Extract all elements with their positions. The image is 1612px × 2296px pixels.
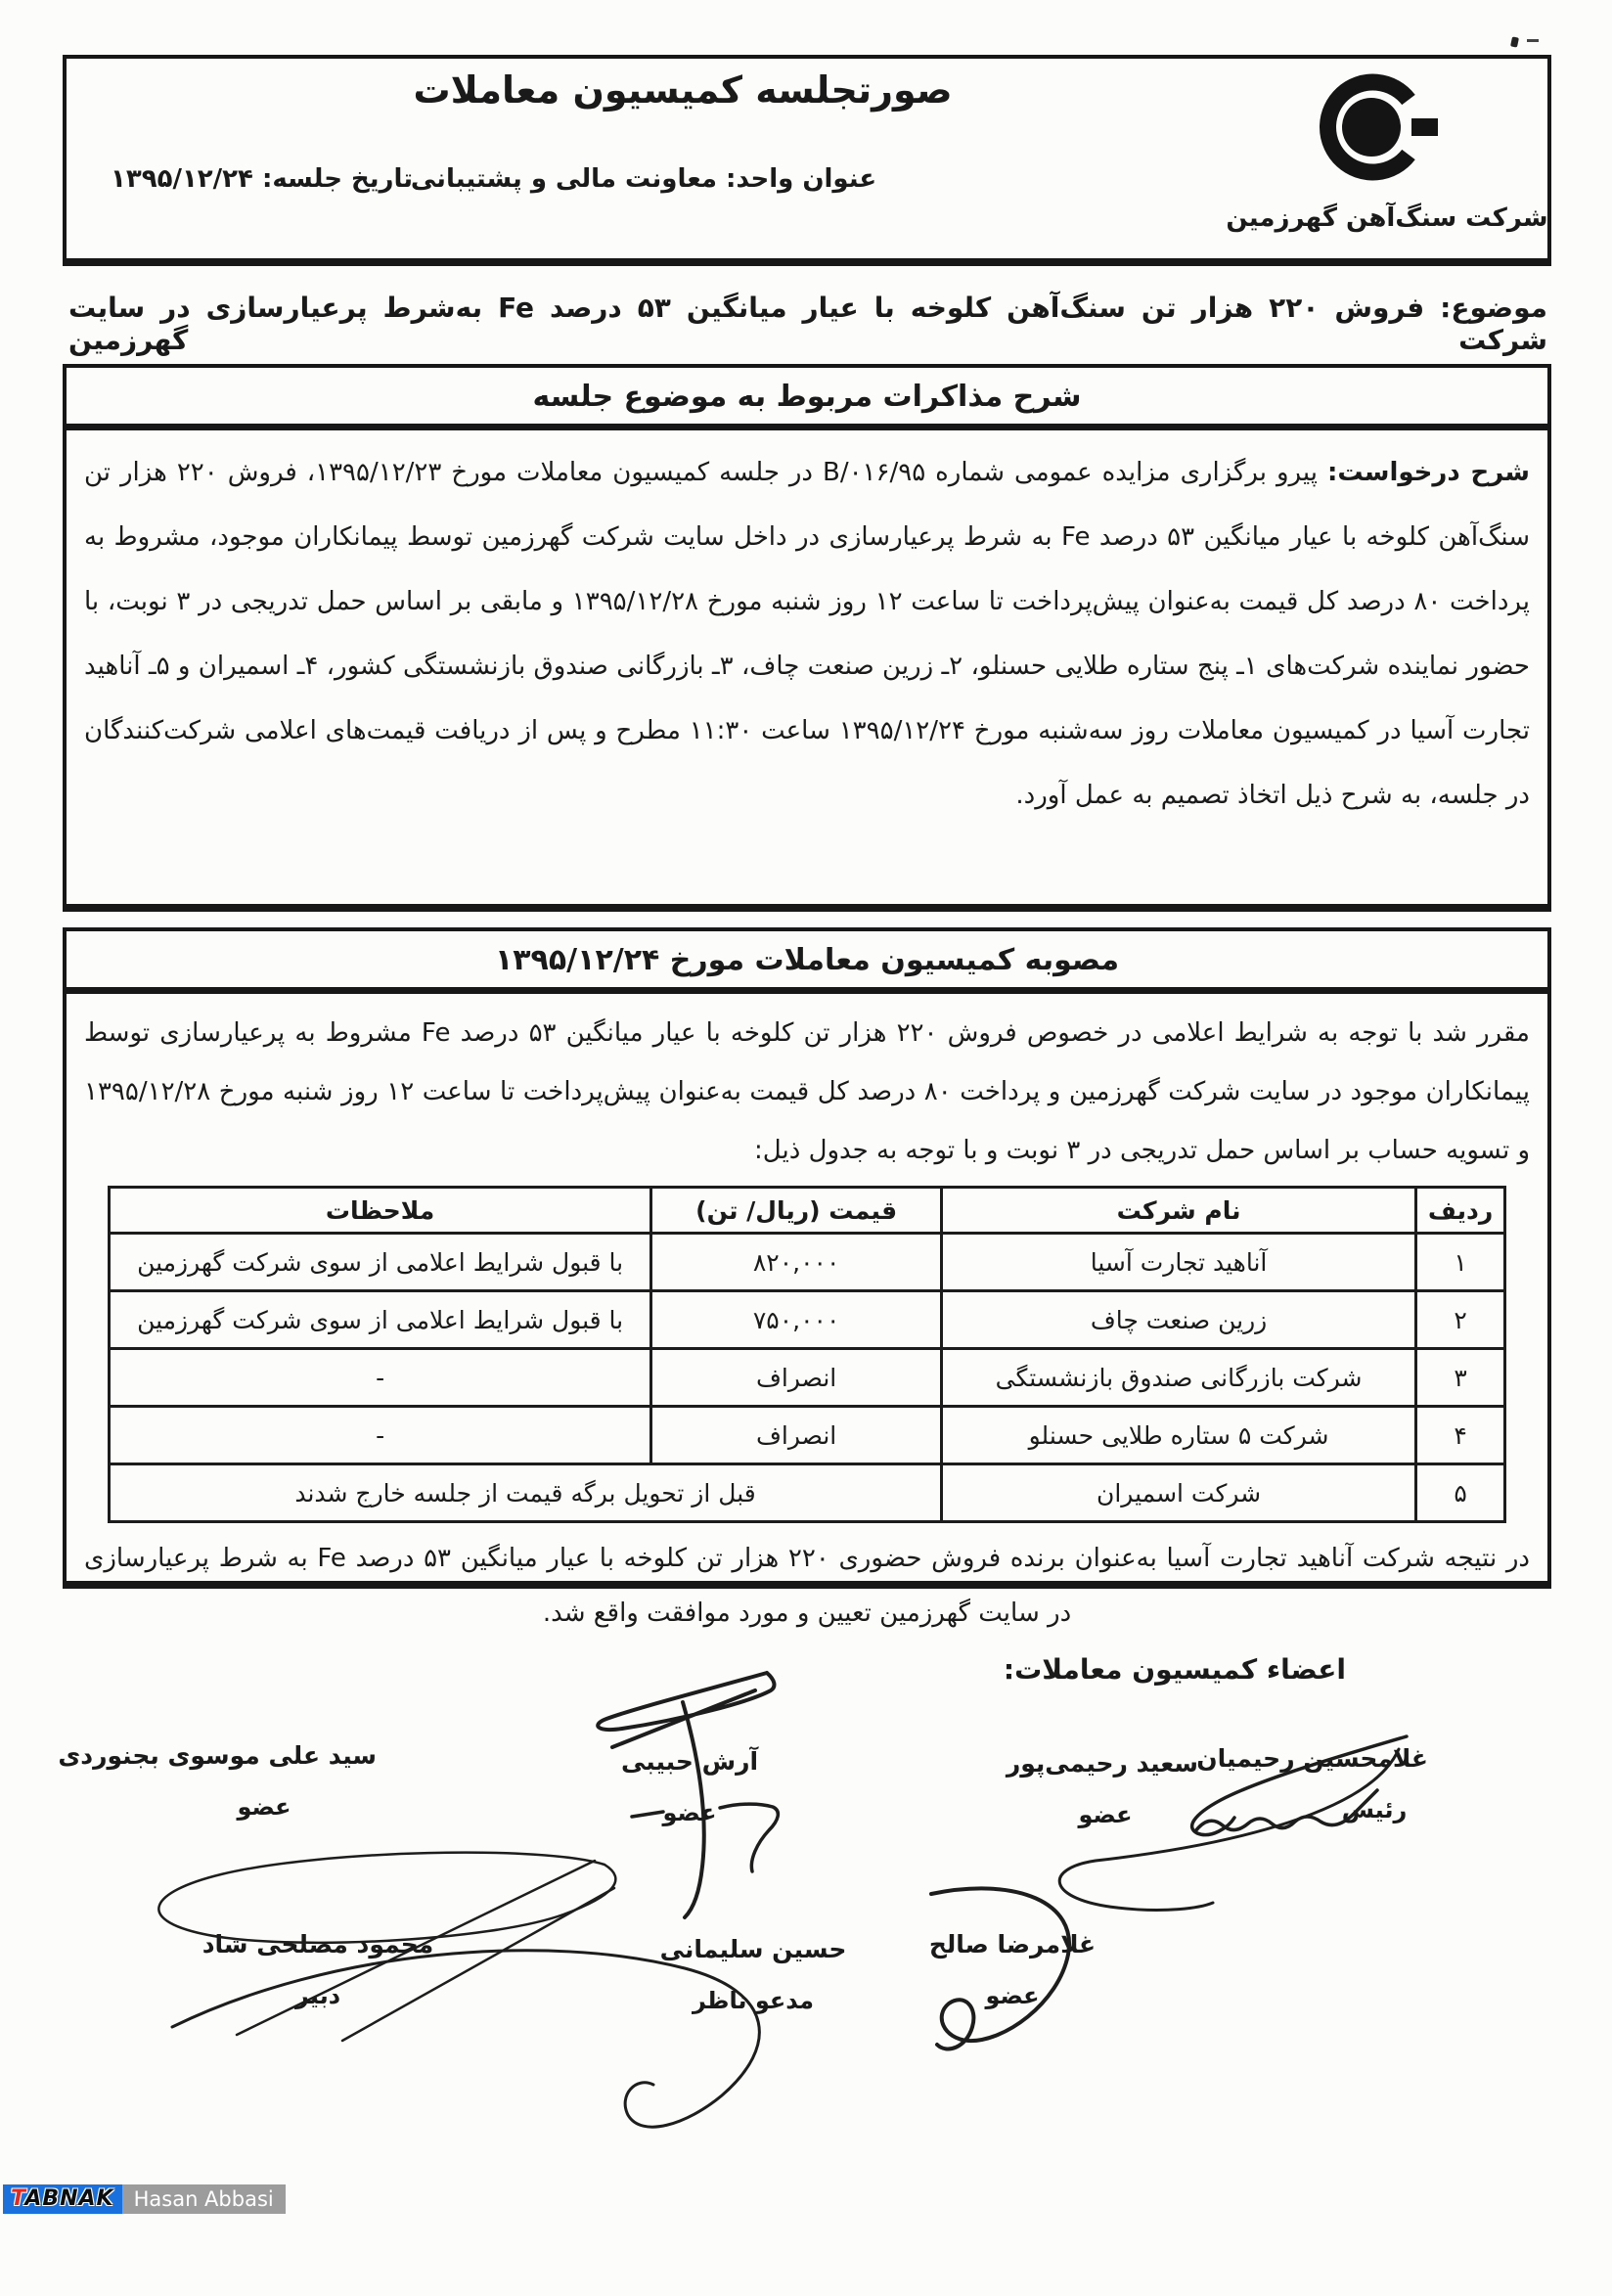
member-role: دبیر [294,1982,341,2009]
negotiations-header: شرح مذاکرات مربوط به موضوع جلسه [67,368,1547,430]
member-name: غلامحسین رحیمیان [1196,1744,1428,1773]
member-name: سعید رحیمی‌پور [1006,1749,1198,1778]
cell-price: ۷۵۰,۰۰۰ [651,1291,942,1349]
member-role: مدعو ناظر [692,1987,815,2014]
column-header-remarks: ملاحظات [110,1188,651,1234]
resolution-paragraph: مقرر شد با توجه به شرایط اعلامی در خصوص فروش ۲۲۰ هزار تن کلوخه با عیار میانگین ۵۳ درصد Fe مشروط به پرعیارسازی توسط پیمانکاران موجود در سایت شرکت گهرزمین و پرداخت ۸۰ درصد کل قیمت به‌عنوان پیش‌پرداخت تا ساعت ۱۲ روز شنبه مورخ ۱۳۹۵/۱۲/۲۸ و تسویه حساب بر اساس حمل تدریجی در ۳ نوبت و با توجه به جدول ذیل: [84,1018,1531,1165]
gohar-zamin-logo-icon [1311,67,1440,196]
cell-row-number: ۵ [1416,1464,1505,1522]
bids-table [108,1186,1506,1523]
table-row [110,1291,1505,1349]
member-name: محمود مصلحی شاد [202,1930,434,1958]
scan-artifact-dash [1527,39,1539,42]
signature-member-soleimani [650,1935,856,2014]
cell-remarks: - [110,1407,651,1464]
scan-artifact [1511,35,1550,55]
cell-company: زرین صنعت چاف [942,1291,1416,1349]
cell-row-number: ۳ [1416,1349,1505,1407]
signature-member-moslehi [161,1930,474,2009]
cell-remarks: - [110,1349,651,1407]
column-header-row-number: ردیف [1416,1188,1505,1234]
table-header-row [110,1188,1505,1234]
signature-member-rahimian [1196,1744,1428,1823]
cell-row-number: ۱ [1416,1234,1505,1291]
unit-title: عنوان واحد: معاونت مالی و پشتیبانی [410,164,877,194]
member-role: رئیس [1341,1796,1408,1823]
watermark-brand-logo: TABNAK [3,2184,122,2214]
cell-company: شرکت بازرگانی صندوق بازنشستگی [942,1349,1416,1407]
cell-price: انصراف [651,1349,942,1407]
member-name: غلامرضا صالح [928,1930,1097,1958]
resolution-section [63,927,1551,1628]
member-role: عضو [1078,1801,1133,1828]
cell-company: شرکت اسمیران [942,1464,1416,1522]
subject-line: موضوع: فروش ۲۲۰ هزار تن سنگ‌آهن کلوخه با عیار میانگین ۵۳ درصد Fe به‌شرط پرعیارسازی در سایت شرکت گهرزمین [68,292,1547,356]
member-name: سید علی موسوی بجنوردی [58,1741,377,1770]
cell-remarks: با قبول شرایط اعلامی از سوی شرکت گهرزمین [110,1291,651,1349]
table-row [110,1349,1505,1407]
table-row [110,1234,1505,1291]
meeting-date: تاریخ جلسه: ۱۳۹۵/۱۲/۲۴ [110,164,413,194]
signatures-header: اعضاء کمیسیون معاملات: [1003,1653,1346,1686]
cell-company: شرکت ۵ ستاره طلایی حسنلو [942,1407,1416,1464]
negotiations-body-text: پیرو برگزاری مزایده عمومی شماره ۹۵/B/۰۱۶ در جلسه کمیسیون معاملات مورخ ۱۳۹۵/۱۲/۲۳، فروش ۲۲۰ هزار تن سنگ‌آهن کلوخه با عیار میانگین ۵۳ درصد Fe به شرط پرعیارسازی در داخل سایت شرکت گهرزمین توسط پیمانکاران موجود، مشروط به پرداخت ۸۰ درصد کل قیمت به‌عنوان پیش‌پرداخت تا ساعت ۱۲ روز شنبه مورخ ۱۳۹۵/۱۲/۲۸ و مابقی بر اساس حمل تدریجی در ۳ نوبت، با حضور نماینده شرکت‌های ۱ـ پنج ستاره طلایی حسنلو، ۲ـ زرین صنعت چاف، ۳ـ بازرگانی صندوق بازنشستگی کشور، ۴ـ اسمیران و ۵ـ آناهید تجارت آسیا در کمیسیون معاملات روز سه‌شنبه مورخ ۱۳۹۵/۱۲/۲۴ ساعت ۱۱:۳۰ مطرح و پس از دریافت قیمت‌های اعلامی شرکت‌کنندگان در جلسه، به شرح ذیل اتخاذ تصمیم به عمل آورد. [84,458,1531,810]
signature-moslehi-ellipse-stroke [158,1853,615,1943]
cell-row-number: ۲ [1416,1291,1505,1349]
member-name: حسین سلیمانی [659,1935,847,1963]
column-header-company: نام شرکت [942,1188,1416,1234]
watermark-credit: Hasan Abbasi [122,2184,286,2214]
document-title: صورتجلسه کمیسیون معاملات [413,68,953,112]
negotiations-section [63,364,1551,912]
member-name: آرش حبیبی [620,1747,759,1776]
signature-member-mousavi [58,1741,377,1821]
company-name: شرکت سنگ‌آهن گهرزمین [1226,203,1548,233]
resolution-conclusion: در نتیجه شرکت آناهید تجارت آسیا به‌عنوان برنده فروش حضوری ۲۲۰ هزار تن کلوخه با عیار میانگین ۵۳ درصد Fe به شرط پرعیارسازی در سایت گهرزمین تعیین و مورد موافقت واقع شد. [84,1544,1530,1628]
member-role: عضو [662,1799,717,1826]
member-role: عضو [985,1982,1040,2009]
cell-company: آناهید تجارت آسیا [942,1234,1416,1291]
table-row [110,1407,1505,1464]
cell-remarks: با قبول شرایط اعلامی از سوی شرکت گهرزمین [110,1234,651,1291]
cell-row-number: ۴ [1416,1407,1505,1464]
signature-member-rahimipour [1006,1749,1198,1828]
cell-price: ۸۲۰,۰۰۰ [651,1234,942,1291]
request-lead-label: شرح درخواست: [1326,458,1530,487]
watermark [3,2184,286,2214]
resolution-header: مصوبه کمیسیون معاملات مورخ ۱۳۹۵/۱۲/۲۴ [67,931,1547,994]
scan-artifact-mark [1510,36,1519,47]
signature-member-saleh [919,1930,1105,2009]
cell-merged-note: قبل از تحویل برگه قیمت از جلسه خارج شدند [110,1464,942,1522]
member-role: عضو [237,1793,291,1821]
table-row [110,1464,1505,1522]
negotiations-paragraph [67,430,1547,833]
cell-price: انصراف [651,1407,942,1464]
signature-member-habibi [577,1747,802,1826]
header-box [63,55,1551,266]
column-header-price: قیمت (ریال/ تن) [651,1188,942,1234]
